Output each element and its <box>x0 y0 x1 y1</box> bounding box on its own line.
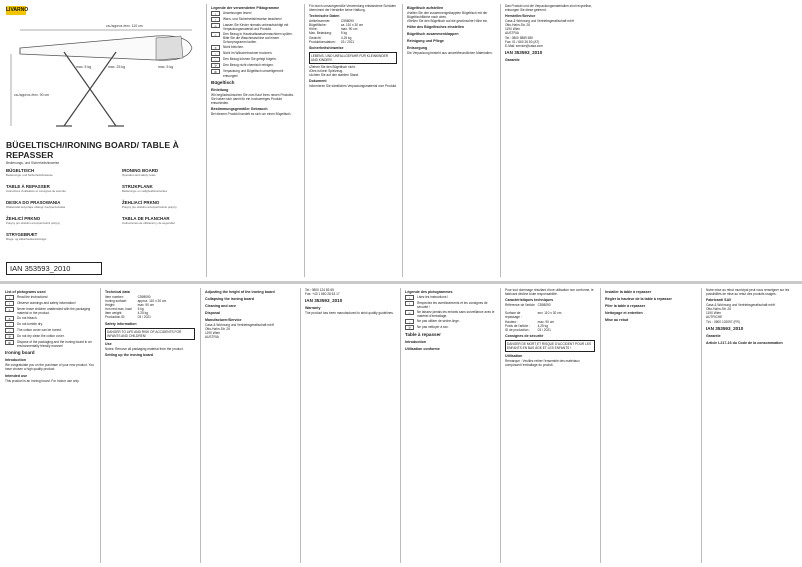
lang-item-nl: STRIJKPLANK Bedienings- en veiligheidsinstructies <box>122 184 168 193</box>
picto-row: ! Respectez les avertissements et les consignes de sécurité ! <box>405 301 495 309</box>
picto-row: ☺ Lassen Sie Kinder niemals unbeaufsichtigt mit Verpackungsmaterial und Produkt. <box>211 23 299 31</box>
data-row: Hauteur : max. 90 cm <box>505 319 555 324</box>
address-line: Casa & Wohnung und Vertriebsgesellschaft mbH <box>706 303 776 308</box>
picto-row: ♻ Dispose of the packaging and the ironing board in an environmentally friendly manner! <box>5 340 95 348</box>
fr-instructions-column <box>600 284 701 567</box>
data-row: Produktionsdatum: 03 / 2021 <box>309 39 355 44</box>
section-heading: Setting up the ironing board <box>105 352 154 357</box>
no-dry-clean-icon: Ⓟ <box>211 63 220 68</box>
section-heading: Höhe des Bügeltisches einstellen <box>407 25 465 30</box>
ian-number: IAN 353593_2010 <box>706 325 744 331</box>
no-dry-clean-icon: Ⓟ <box>405 325 414 330</box>
section-heading: Nettoyage et entretien <box>605 311 643 315</box>
address-line: 1190 Wien <box>706 311 722 316</box>
section-heading: Dokument <box>309 79 327 84</box>
section-heading: Garantie <box>505 57 520 62</box>
de-data-column <box>304 0 402 281</box>
picto-row: ☺ Ne laissez jamais les enfants sans surveillance avec le matériel d'emballage. <box>405 310 495 318</box>
paragraph: Notre mise au rebut municipal peut vous renseigner sur les possibilités de mise au rebut des produits usagés. <box>706 288 790 297</box>
section-title: Table à repasser <box>405 332 441 338</box>
ian-number: IAN 353593_2010 <box>505 49 543 55</box>
section-heading: Manufacturer/Service <box>205 318 242 322</box>
section-title: Ironing board <box>5 350 35 356</box>
lang-item-sk: ŽEHLIACÍ PRKNO Pokyny pre obsluhu a bezpečnostné pokyny <box>122 200 177 209</box>
section-heading: Technische Daten <box>309 14 340 19</box>
paragraph: Informieren Sie sämtliches Verpackungsmaterial vom Produkt. <box>309 84 397 89</box>
email: E-Mail: service@casa.com <box>505 43 543 48</box>
book-icon: i <box>5 295 14 300</box>
fax: Fax: 01 / 660 26 50 (AT) <box>505 39 540 44</box>
section-heading: Bügeltisch aufstellen <box>407 6 444 10</box>
section-heading: Utilisation conforme <box>405 347 440 352</box>
lang-item-es: TABLA DE PLANCHAR Instrucciones de utilización y de seguridad <box>122 216 175 225</box>
section-heading: Régler la hauteur de la table à repasser <box>605 297 672 301</box>
dim-height-label: ca./approx./env. 90 cm <box>14 93 50 97</box>
data-row: Max. Belastung: 5 kg <box>309 31 347 36</box>
warning-icon: ! <box>211 17 220 22</box>
picto-row: ✕ Do not bleach. <box>5 316 95 321</box>
phone: Tel.: 0800 124 83 65 <box>305 288 334 292</box>
address-line: Otto-Hahn-Str. 26 <box>706 307 731 312</box>
no-bleach-icon: ✕ <box>5 316 14 321</box>
lang-item-en: IRONING BOARD Operation and safety notes <box>122 168 159 177</box>
section-title: Bügeltisch <box>211 79 235 85</box>
lang-item-pl: DESKA DO PRASOWANIA Wskazówki dotyczące obsługi i bezpieczeństwa <box>6 200 66 209</box>
section-heading: Bügeltisch zusammenklappen <box>407 32 459 37</box>
section-heading: Warranty <box>305 306 321 311</box>
section-heading: Caractéristiques techniques <box>505 298 554 303</box>
pictogram-legend-heading: List of pictograms used <box>5 290 46 294</box>
section-heading: Introduction <box>5 358 26 363</box>
data-row: Référence de l'article : C598090 <box>505 303 551 312</box>
data-row: Poids de l'article : 4,25 kg <box>505 323 549 328</box>
paragraph: This product is an ironing board. For indoor use only. <box>5 378 80 383</box>
en-fr-sheet <box>0 284 802 567</box>
address-line: 1190 Wien <box>205 331 221 336</box>
data-row: Artikelnummer: C598090 <box>309 19 354 24</box>
address-line: AUSTRIA <box>205 335 219 340</box>
section-heading: Reinigung und Pflege <box>407 39 444 44</box>
address-line: Otto-Hahn-Str. 26 <box>505 23 530 28</box>
picto-row: ○ Nicht im Wäschetrockner trocknen. <box>211 51 299 56</box>
danger-box: LEBENS- UND UNFALLGEFAHR FÜR KLEINKINDER UND KINDER! <box>309 52 397 64</box>
picto-row: ! Warn- und Sicherheitshinweise beachten! <box>211 17 299 22</box>
recycle-icon: ♻ <box>211 69 220 74</box>
article-heading: Article L217-16 du Code de la consommation <box>706 340 783 345</box>
lang-item-fr: TABLE À REPASSER Instructions d'utilisation et consignes de sécurité <box>6 184 66 193</box>
data-row: Production ID: 03 / 2021 <box>105 315 151 320</box>
section-heading: Installer la table à repasser <box>605 290 652 294</box>
address-line: Casa & Wohnung und Vertriebsgesellschaft mbH <box>505 19 575 24</box>
section-heading: Bestimmungsgemäßer Gebrauch <box>211 106 268 111</box>
warning-icon: ! <box>5 301 14 306</box>
no-tumble-dry-icon: ○ <box>405 319 414 324</box>
lang-item-cz: ŽEHLICÍ PRKNO Pokyny pro obsluhu a bezpečnostní pokyny <box>6 216 60 225</box>
data-row: ID de production : 03 / 2021 <box>505 327 551 332</box>
child-icon: ☺ <box>5 307 14 312</box>
section-heading: Adjusting the height of the ironing board <box>205 290 275 294</box>
ian-number: IAN 353593_2010 <box>6 262 102 275</box>
section-heading: Garantie <box>706 333 721 338</box>
iron-icon: ⌂ <box>211 57 220 62</box>
product-subtitle: Bedienungs- und Sicherheitshinweise <box>6 161 60 165</box>
pictogram-legend-heading: Legende der verwendeten Piktogramme <box>211 6 280 10</box>
child-icon: ☺ <box>211 23 220 28</box>
paragraph: Die Verpackung besteht aus umweltfreundlichen Materialien. <box>407 51 493 56</box>
fr-pictogram-column <box>400 284 500 567</box>
paragraph: Remarque : Veuillez retirer l'ensemble des matériaux composant l'emballage du produit. <box>505 359 580 368</box>
paragraph: Bei diesem Produkt handelt es sich um einen Bügeltisch. <box>211 111 292 116</box>
section-heading: Entsorgung <box>407 46 428 51</box>
picto-row: i Read the instructions! <box>5 295 95 300</box>
load-label-2: max. 25 kg <box>108 65 126 69</box>
section-heading: Collapsing the ironing board <box>205 297 254 301</box>
section-heading: Plier la table à repasser <box>605 304 646 308</box>
paragraph: We congratulate you on the purchase of your new product. You have chosen a high quality product. <box>5 363 94 372</box>
dim-width-label: ca./approx./env. 110 cm <box>106 24 143 28</box>
picto-row: Ⓟ Den Bezug nicht chemisch reinigen. <box>211 63 299 68</box>
product-title: BÜGELTISCH/IRONING BOARD/ TABLE À REPASSER <box>6 140 179 160</box>
data-row: Height: max. 90 cm <box>105 303 155 308</box>
no-dry-clean-icon: Ⓟ <box>5 334 14 339</box>
section-heading: Use <box>105 341 112 346</box>
bullet: • Achten Sie auf den stabilen Stand. <box>309 73 397 77</box>
bullet: • Ziehen Sie den Bügeltisch nicht. <box>309 65 397 69</box>
book-icon: i <box>405 295 414 300</box>
danger-box: DANGER DE MORT ET RISQUE D'ACCIDENT POUR LES ENFANTS EN BAS ÂGE ET LES ENFANTS ! <box>505 340 595 352</box>
address-line: AUTRICHE <box>706 315 723 320</box>
en-instructions-column <box>200 284 300 567</box>
en-data-column <box>100 284 200 567</box>
de-pictogram-column <box>206 0 304 281</box>
paragraph: Pour tout dommage résultant d'une utilisation non conforme, le fabricant décline toute responsabilité. <box>505 288 594 297</box>
child-icon: ☺ <box>405 310 414 315</box>
section-heading: Intended use <box>5 373 28 378</box>
picto-row: ♻ Verpackung und Bügeltisch umweltgerecht entsorgen! <box>211 69 299 77</box>
paragraph: The product has been manufactured to strict quality guidelines. <box>305 311 394 316</box>
german-cover-sheet <box>0 0 802 281</box>
phone: Tel.: 0800 5889 580 <box>505 35 534 40</box>
section-heading: Mise au rebut <box>605 318 629 322</box>
data-row: Gewicht: 4,25 kg <box>309 35 352 40</box>
data-row: Bügelfläche: ca. 110 x 30 cm <box>309 23 364 28</box>
fr-service-column <box>701 284 802 567</box>
section-heading: Cleaning and care <box>205 304 236 308</box>
iron-icon: ⌂ <box>5 328 14 333</box>
load-label-1: max. 5 kg <box>76 65 92 69</box>
no-tumble-dry-icon: ○ <box>211 51 220 56</box>
en-warranty-column <box>300 284 400 567</box>
data-row: Höhe: max. 90 cm <box>309 27 358 32</box>
no-tumble-dry-icon: ○ <box>5 322 14 327</box>
fr-data-column <box>500 284 600 567</box>
section-heading: Einleitung <box>211 87 229 92</box>
ian-number: IAN 353593_2010 <box>305 298 343 304</box>
section-heading: Consignes de sécurité <box>505 333 544 338</box>
ironing-board-illustration <box>6 8 202 133</box>
bullet: • Halten Sie den zusammengeklappten Bügeltisch mit der Bügeltischfläche nach oben. <box>407 11 495 19</box>
data-row: Item weight: 4.25 kg <box>105 311 149 316</box>
de-service-column <box>500 0 598 281</box>
brand-logo: LIVARNO <box>6 7 29 13</box>
iron-rest <box>156 36 183 60</box>
recycle-icon: ♻ <box>5 340 14 345</box>
book-icon: i <box>211 11 220 16</box>
picto-row: Ⓟ Do not dry clean the cotton cover. <box>5 334 95 339</box>
data-row: Ironing surface: approx. 110 x 30 cm <box>105 299 167 304</box>
picto-row: ≈ Den Bezug in Haushaltswaschmaschinen spülen. Bitte Sie die Waschmaschine auf einem Schonprogramm laufen. <box>211 32 299 44</box>
picto-row: ⌂ The cotton cover can be ironed. <box>5 328 95 333</box>
en-pictogram-column <box>0 284 100 567</box>
fax: Fax: +43 1 660 28 63 17 <box>305 292 340 297</box>
section-heading: Introduction <box>405 340 426 345</box>
load-label-3: max. 5 kg <box>158 65 174 69</box>
picto-row: i Anweisungen lesen! <box>211 11 299 16</box>
warning-icon: ! <box>405 301 414 306</box>
picto-row: ○ Do not tumble dry. <box>5 322 95 327</box>
de-instructions-column <box>402 0 500 281</box>
bullet: • Stellen Sie den Bügeltisch auf die gewünschte Höhe ein. <box>407 19 495 23</box>
lang-item-dk: STRYGEBRÆT Brugs- og sikkerhedsanvisninger <box>6 232 47 241</box>
picto-row: ⌂ Den Bezug können Sie gelegt bügeln. <box>211 57 299 62</box>
data-row: Surface de repassage : env. 110 x 30 cm <box>505 311 562 320</box>
bullet: • Dies ist kein Spielzeug. <box>309 69 397 73</box>
section-heading: Hersteller/Service <box>505 14 536 19</box>
section-heading: Disposal <box>205 311 220 315</box>
picto-row: Ⓟ Ne pas nettoyer à sec. <box>405 325 495 330</box>
picto-row: ☺ Never leave children unattended with the packaging material or the product. <box>5 307 95 315</box>
picto-row: ! Observe warnings and safety information! <box>5 301 95 306</box>
data-row: Iron rest max. load: 5 kg <box>105 307 144 312</box>
paragraph: Wir beglückwünschen Sie zum Kauf Ihres neuen Produkts. Sie haben sich damit für ein hochwertiges Produkt entschieden. <box>211 92 294 105</box>
paragraph: Das Produkt und die Verpackungsmaterialien sind recycelbar, entsorgen Sie diese getrennt. <box>505 4 592 13</box>
address-line: Casa & Wohnung und Vertriebsgesellschaft mbH <box>205 323 275 327</box>
phone: Tél. : 0800 102097 (FR) <box>706 319 740 324</box>
picto-row: ✕ Nicht bleichen. <box>211 45 299 50</box>
wash-icon: ≈ <box>211 32 220 37</box>
address-line: AUSTRIA <box>505 31 519 36</box>
data-row: Item number: C598090 <box>105 295 151 299</box>
section-heading: Sicherheitshinweise <box>309 45 344 50</box>
section-heading: Technical data <box>105 290 130 294</box>
ironing-board-legs <box>56 52 124 126</box>
danger-box: DANGER TO LIFE AND RISK OF ACCIDENTS FOR INFANTS AND CHILDREN! <box>105 328 195 340</box>
address-line: 1190 Wien <box>505 27 521 32</box>
section-heading: Safety information <box>105 321 137 326</box>
section-heading: Fabricant/ SAV <box>706 298 732 303</box>
pictogram-legend-heading: Légende des pictogrammes <box>405 290 453 294</box>
paragraph: Für durch unsachgemäße Verwendung entstandene Schäden übernimmt der Hersteller keine Haftung. <box>309 4 397 13</box>
paragraph: Notes: Remove all packaging material from the product. <box>105 346 184 351</box>
picto-row: ○ Ne pas utiliser de sèche-linge. <box>405 319 495 324</box>
address-line: Otto-Hahn-Str. 26 <box>205 327 230 332</box>
lang-item-de: BÜGELTISCH Bedienungs- und Sicherheitshinweise <box>6 168 53 177</box>
picto-row: i Lisez les instructions ! <box>405 295 495 300</box>
no-bleach-icon: ✕ <box>211 45 220 50</box>
section-heading: Utilisation <box>505 354 523 359</box>
